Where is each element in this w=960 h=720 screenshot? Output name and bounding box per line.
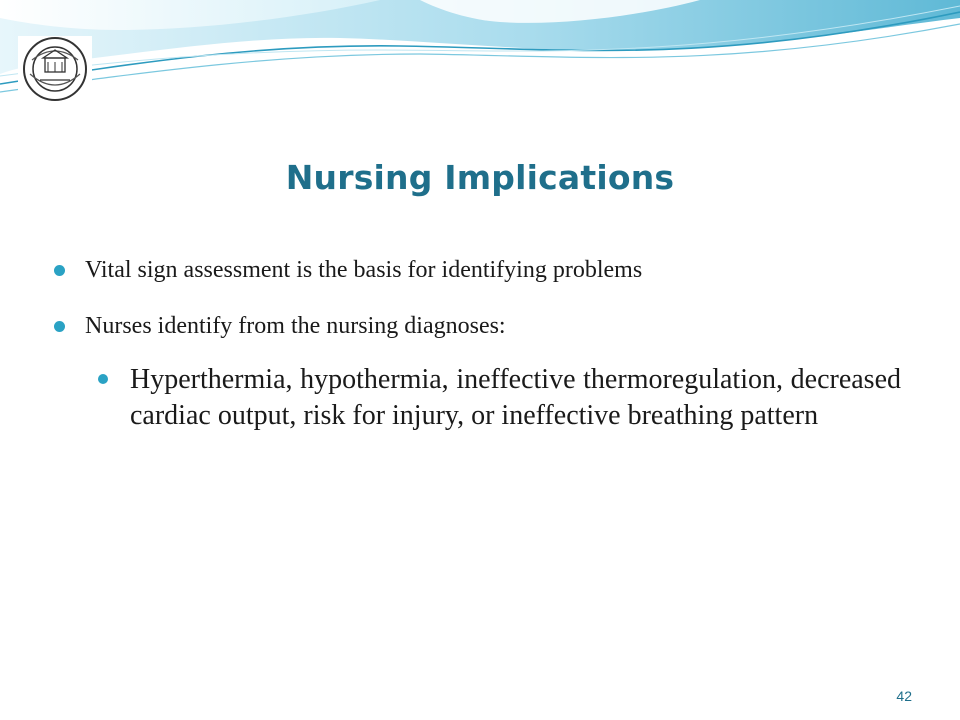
bullet-dot-icon [54,265,65,276]
bullet-item [52,255,912,286]
page-number: 42 [896,688,912,704]
bullet-text: Nurses identify from the nursing diagnoses: [85,313,506,339]
bullet-item [52,311,912,342]
sub-bullet-dot-icon [98,374,108,384]
sub-bullet-item [97,362,901,434]
bullet-dot-icon [54,321,65,332]
university-seal-logo [18,36,92,102]
sub-bullet-list [97,362,901,434]
header-wave-decoration [0,0,960,110]
bullet-text: Vital sign assessment is the basis for identifying problems [85,257,643,283]
sub-bullet-text: Hyperthermia, hypothermia, ineffective thermoregulation, decreased cardiac output, risk for injury, or ineffective breathing pattern [130,364,901,431]
bullet-list [52,255,912,367]
slide-title: Nursing Implications [285,158,675,197]
